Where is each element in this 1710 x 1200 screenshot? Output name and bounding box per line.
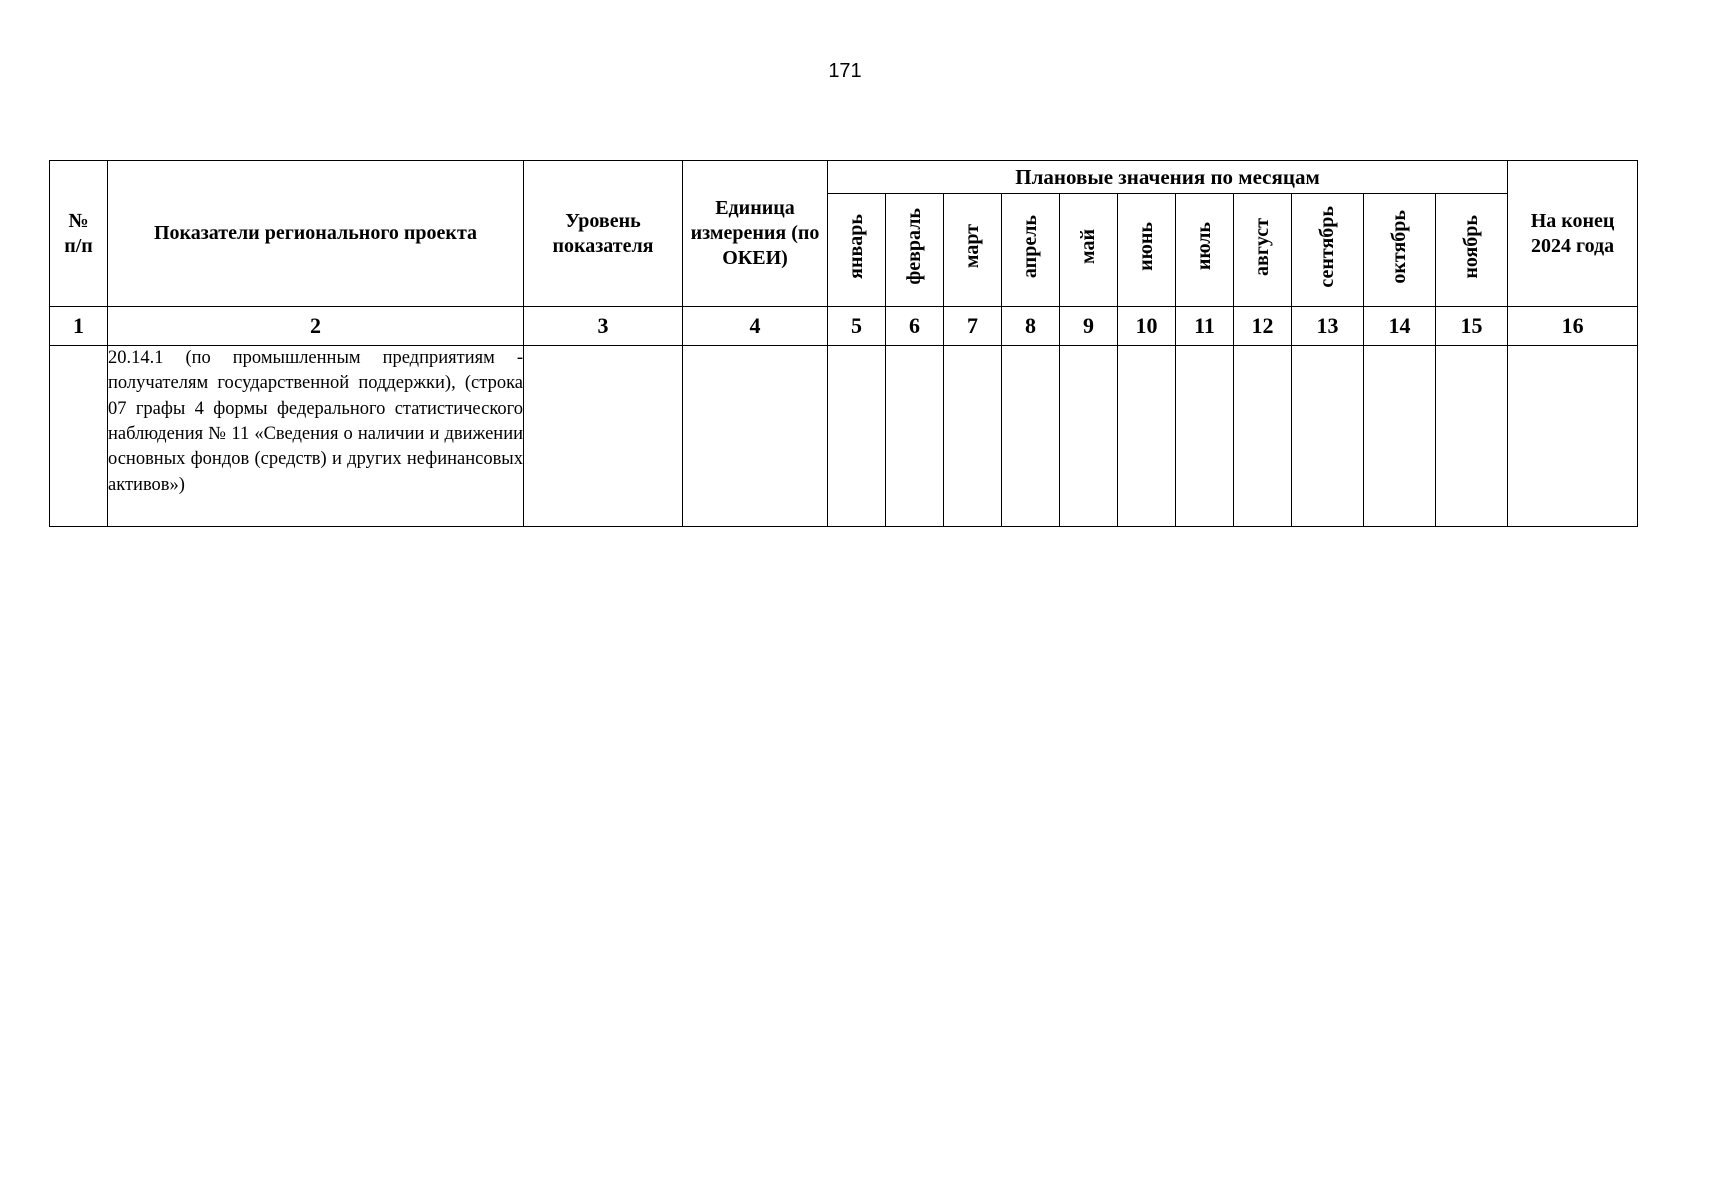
header-month-september — [1292, 194, 1364, 307]
cell-month-august — [1234, 346, 1292, 527]
month-label: октябрь — [1388, 209, 1410, 284]
cell-unit — [683, 346, 828, 527]
column-number: 11 — [1176, 307, 1234, 346]
cell-month-july — [1176, 346, 1234, 527]
header-month-july — [1176, 194, 1234, 307]
cell-month-november — [1436, 346, 1508, 527]
cell-indicator: 20.14.1 (по промышленным предприятиям - получателям государственной поддержки), (строка 07 графы 4 формы федерального статистического наблюдения № 11 «Сведения о наличии и движении основных фондов (средств) и других нефинансовых активов») — [108, 346, 524, 527]
column-number: 15 — [1436, 307, 1508, 346]
cell-month-january — [828, 346, 886, 527]
header-month-june — [1118, 194, 1176, 307]
month-label: август — [1251, 217, 1273, 276]
column-number: 6 — [886, 307, 944, 346]
month-label: сентябрь — [1316, 205, 1338, 288]
month-label: июль — [1193, 222, 1215, 271]
header-num — [50, 161, 108, 307]
month-label: июнь — [1135, 222, 1157, 271]
column-number: 3 — [524, 307, 683, 346]
month-label: ноябрь — [1460, 214, 1483, 279]
header-month-august — [1234, 194, 1292, 307]
cell-month-june — [1118, 346, 1176, 527]
column-number: 12 — [1234, 307, 1292, 346]
cell-end-of-year — [1508, 346, 1638, 527]
cell-month-september — [1292, 346, 1364, 527]
indicators-table — [49, 160, 1638, 527]
column-number: 2 — [108, 307, 524, 346]
column-number: 7 — [944, 307, 1002, 346]
header-level: Уровень показателя — [524, 161, 683, 307]
column-number: 16 — [1508, 307, 1638, 346]
month-label: март — [961, 224, 983, 269]
header-num-label: № п/п — [64, 209, 93, 257]
cell-num — [50, 346, 108, 527]
page-number: 171 — [828, 60, 862, 82]
header-unit: Единица измерения (по ОКЕИ) — [683, 161, 828, 307]
header-end-of-year: На конец 2024 года — [1508, 161, 1638, 307]
column-number: 4 — [683, 307, 828, 346]
header-planned-group: Плановые значения по месяцам — [828, 161, 1508, 194]
column-number: 13 — [1292, 307, 1364, 346]
cell-level — [524, 346, 683, 527]
month-label: май — [1077, 228, 1099, 264]
header-month-february — [886, 194, 944, 307]
header-month-november — [1436, 194, 1508, 307]
column-number: 14 — [1364, 307, 1436, 346]
column-number-row — [50, 307, 1638, 346]
cell-month-april — [1002, 346, 1060, 527]
month-label: февраль — [903, 208, 925, 285]
month-label: апрель — [1019, 214, 1041, 279]
header-month-may — [1060, 194, 1118, 307]
month-label: январь — [845, 214, 867, 279]
cell-month-march — [944, 346, 1002, 527]
header-month-october — [1364, 194, 1436, 307]
column-number: 10 — [1118, 307, 1176, 346]
cell-month-february — [886, 346, 944, 527]
column-number: 9 — [1060, 307, 1118, 346]
column-number: 5 — [828, 307, 886, 346]
column-number: 1 — [50, 307, 108, 346]
cell-month-october — [1364, 346, 1436, 527]
column-number: 8 — [1002, 307, 1060, 346]
header-month-march — [944, 194, 1002, 307]
header-indicators: Показатели регионального проекта — [108, 161, 524, 307]
cell-month-may — [1060, 346, 1118, 527]
header-month-april — [1002, 194, 1060, 307]
table-row — [50, 346, 1638, 527]
header-month-january — [828, 194, 886, 307]
